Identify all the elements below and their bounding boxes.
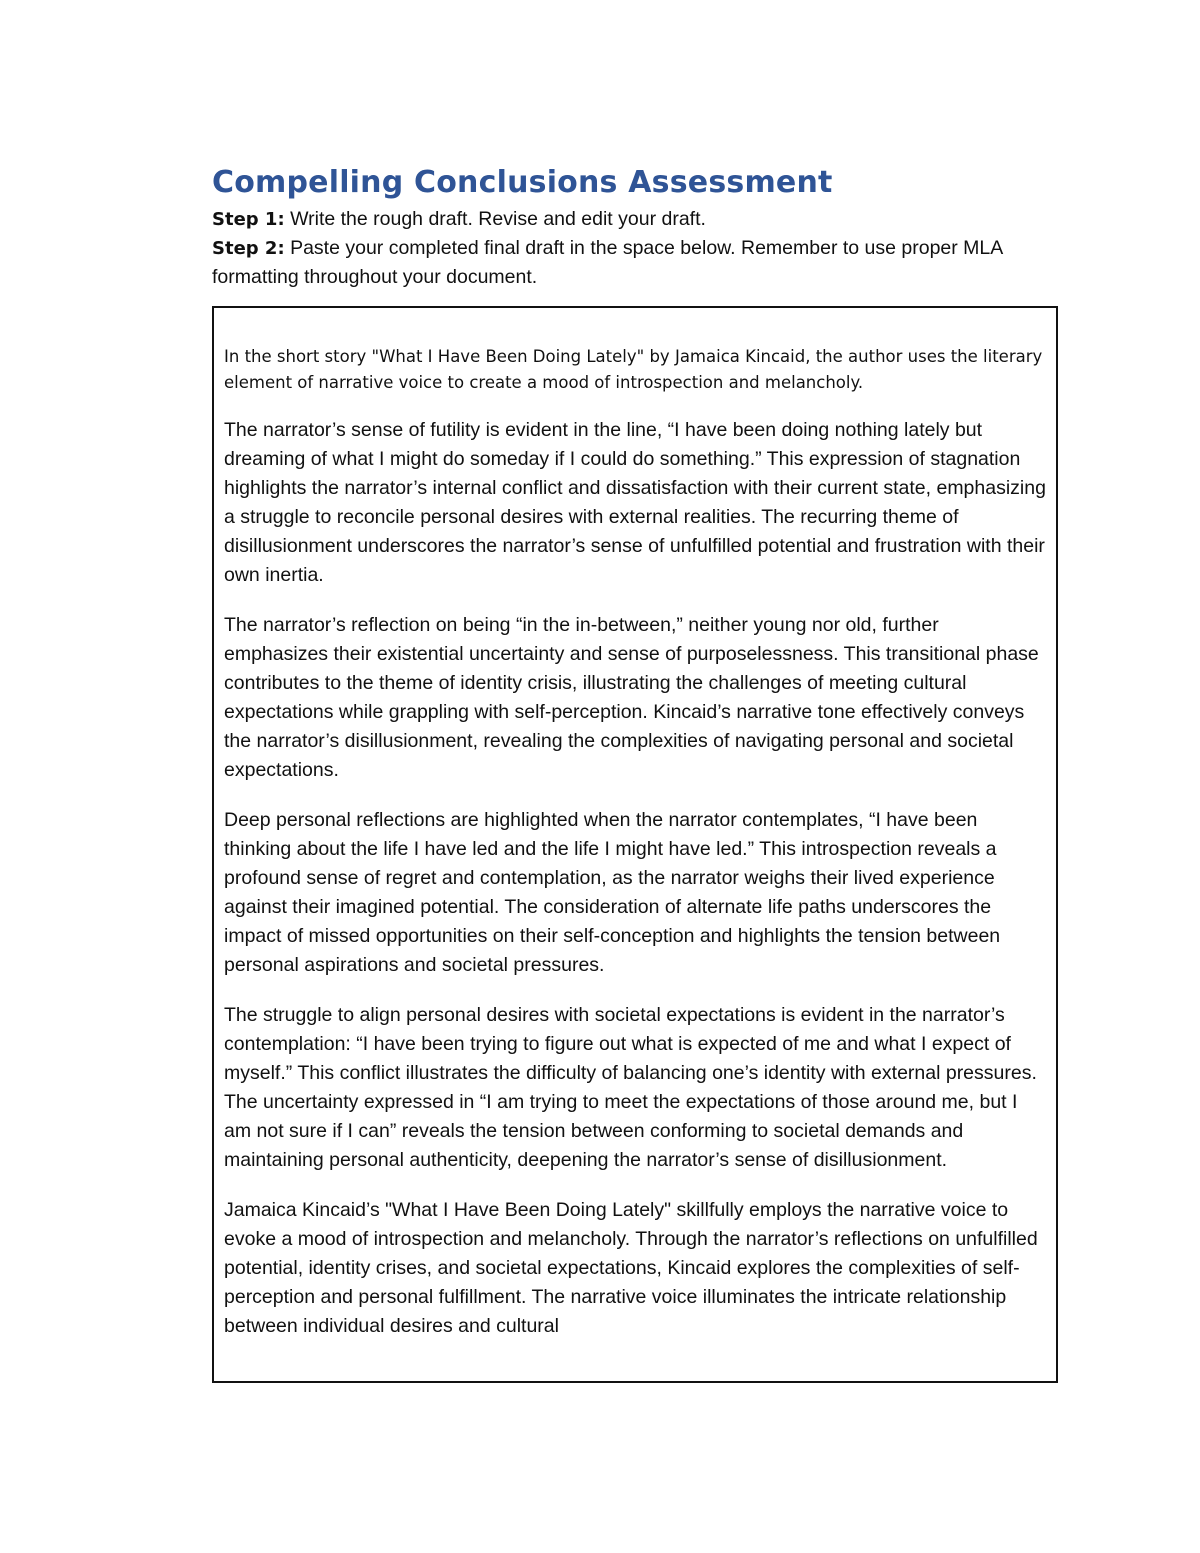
step-1-text: Write the rough draft. Revise and edit your draft. xyxy=(284,208,706,230)
body-paragraph-1: The narrator’s sense of futility is evident in the line, “I have been doing nothing lately but dreaming of what I might do someday if I could do something.” This expression of stagnation highlights the narrator’s internal conflict and dissatisfaction with their current state, emphasizing a struggle to reconcile personal desires with external realities. The recurring theme of disillusionment underscores the narrator’s sense of unfulfilled potential and frustration with their own inertia. xyxy=(224,419,1046,586)
final-draft-box[interactable] xyxy=(212,306,1058,1383)
conclusion-paragraph: Jamaica Kincaid’s "What I Have Been Doing Lately" skillfully employs the narrative voice to evoke a mood of introspection and melancholy. Through the narrator’s reflections on unfulfilled potential, identity crises, and societal expectations, Kincaid explores the complexities of self-perception and personal fulfillment. The narrative voice illuminates the intricate relationship between individual desires and cultural xyxy=(224,1199,1038,1337)
page-title: Compelling Conclusions Assessment xyxy=(212,165,833,200)
step-1-label: Step 1: xyxy=(212,209,285,230)
body-paragraph-4: The struggle to align personal desires with societal expectations is evident in the narrator’s contemplation: “I have been trying to figure out what is expected of me and what I expect of myself.” This conflict illustrates the difficulty of balancing one’s identity with external pressures. The uncertainty expressed in “I am trying to meet the expectations of those around me, but I am not sure if I can” reveals the tension between conforming to societal demands and maintaining personal authenticity, deepening the narrator’s sense of disillusionment. xyxy=(224,1004,1037,1171)
step-2 xyxy=(212,234,1062,292)
step-2-label: Step 2: xyxy=(212,238,285,259)
step-1 xyxy=(212,205,1062,234)
body-paragraph-2: The narrator’s reflection on being “in the in-between,” neither young nor old, further emphasizes their existential uncertainty and sense of purposelessness. This transitional phase contributes to the theme of identity crisis, illustrating the challenges of meeting cultural expectations while grappling with self-perception. Kincaid’s narrative tone effectively conveys the narrator’s disillusionment, revealing the complexities of navigating personal and societal expectations. xyxy=(224,614,1039,781)
instructions xyxy=(212,205,1062,292)
intro-paragraph: In the short story "What I Have Been Doing Lately" by Jamaica Kincaid, the author uses the literary element of narrative voice to create a mood of introspection and melancholy. xyxy=(224,347,1043,392)
body-paragraph-3: Deep personal reflections are highlighted when the narrator contemplates, “I have been thinking about the life I have led and the life I might have led.” This introspection reveals a profound sense of regret and contemplation, as the narrator weighs their lived experience against their imagined potential. The consideration of alternate life paths underscores the impact of missed opportunities on their self-conception and highlights the tension between personal aspirations and societal pressures. xyxy=(224,809,1001,976)
step-2-text: Paste your completed final draft in the space below. Remember to use proper MLA formatting throughout your document. xyxy=(212,237,1003,288)
